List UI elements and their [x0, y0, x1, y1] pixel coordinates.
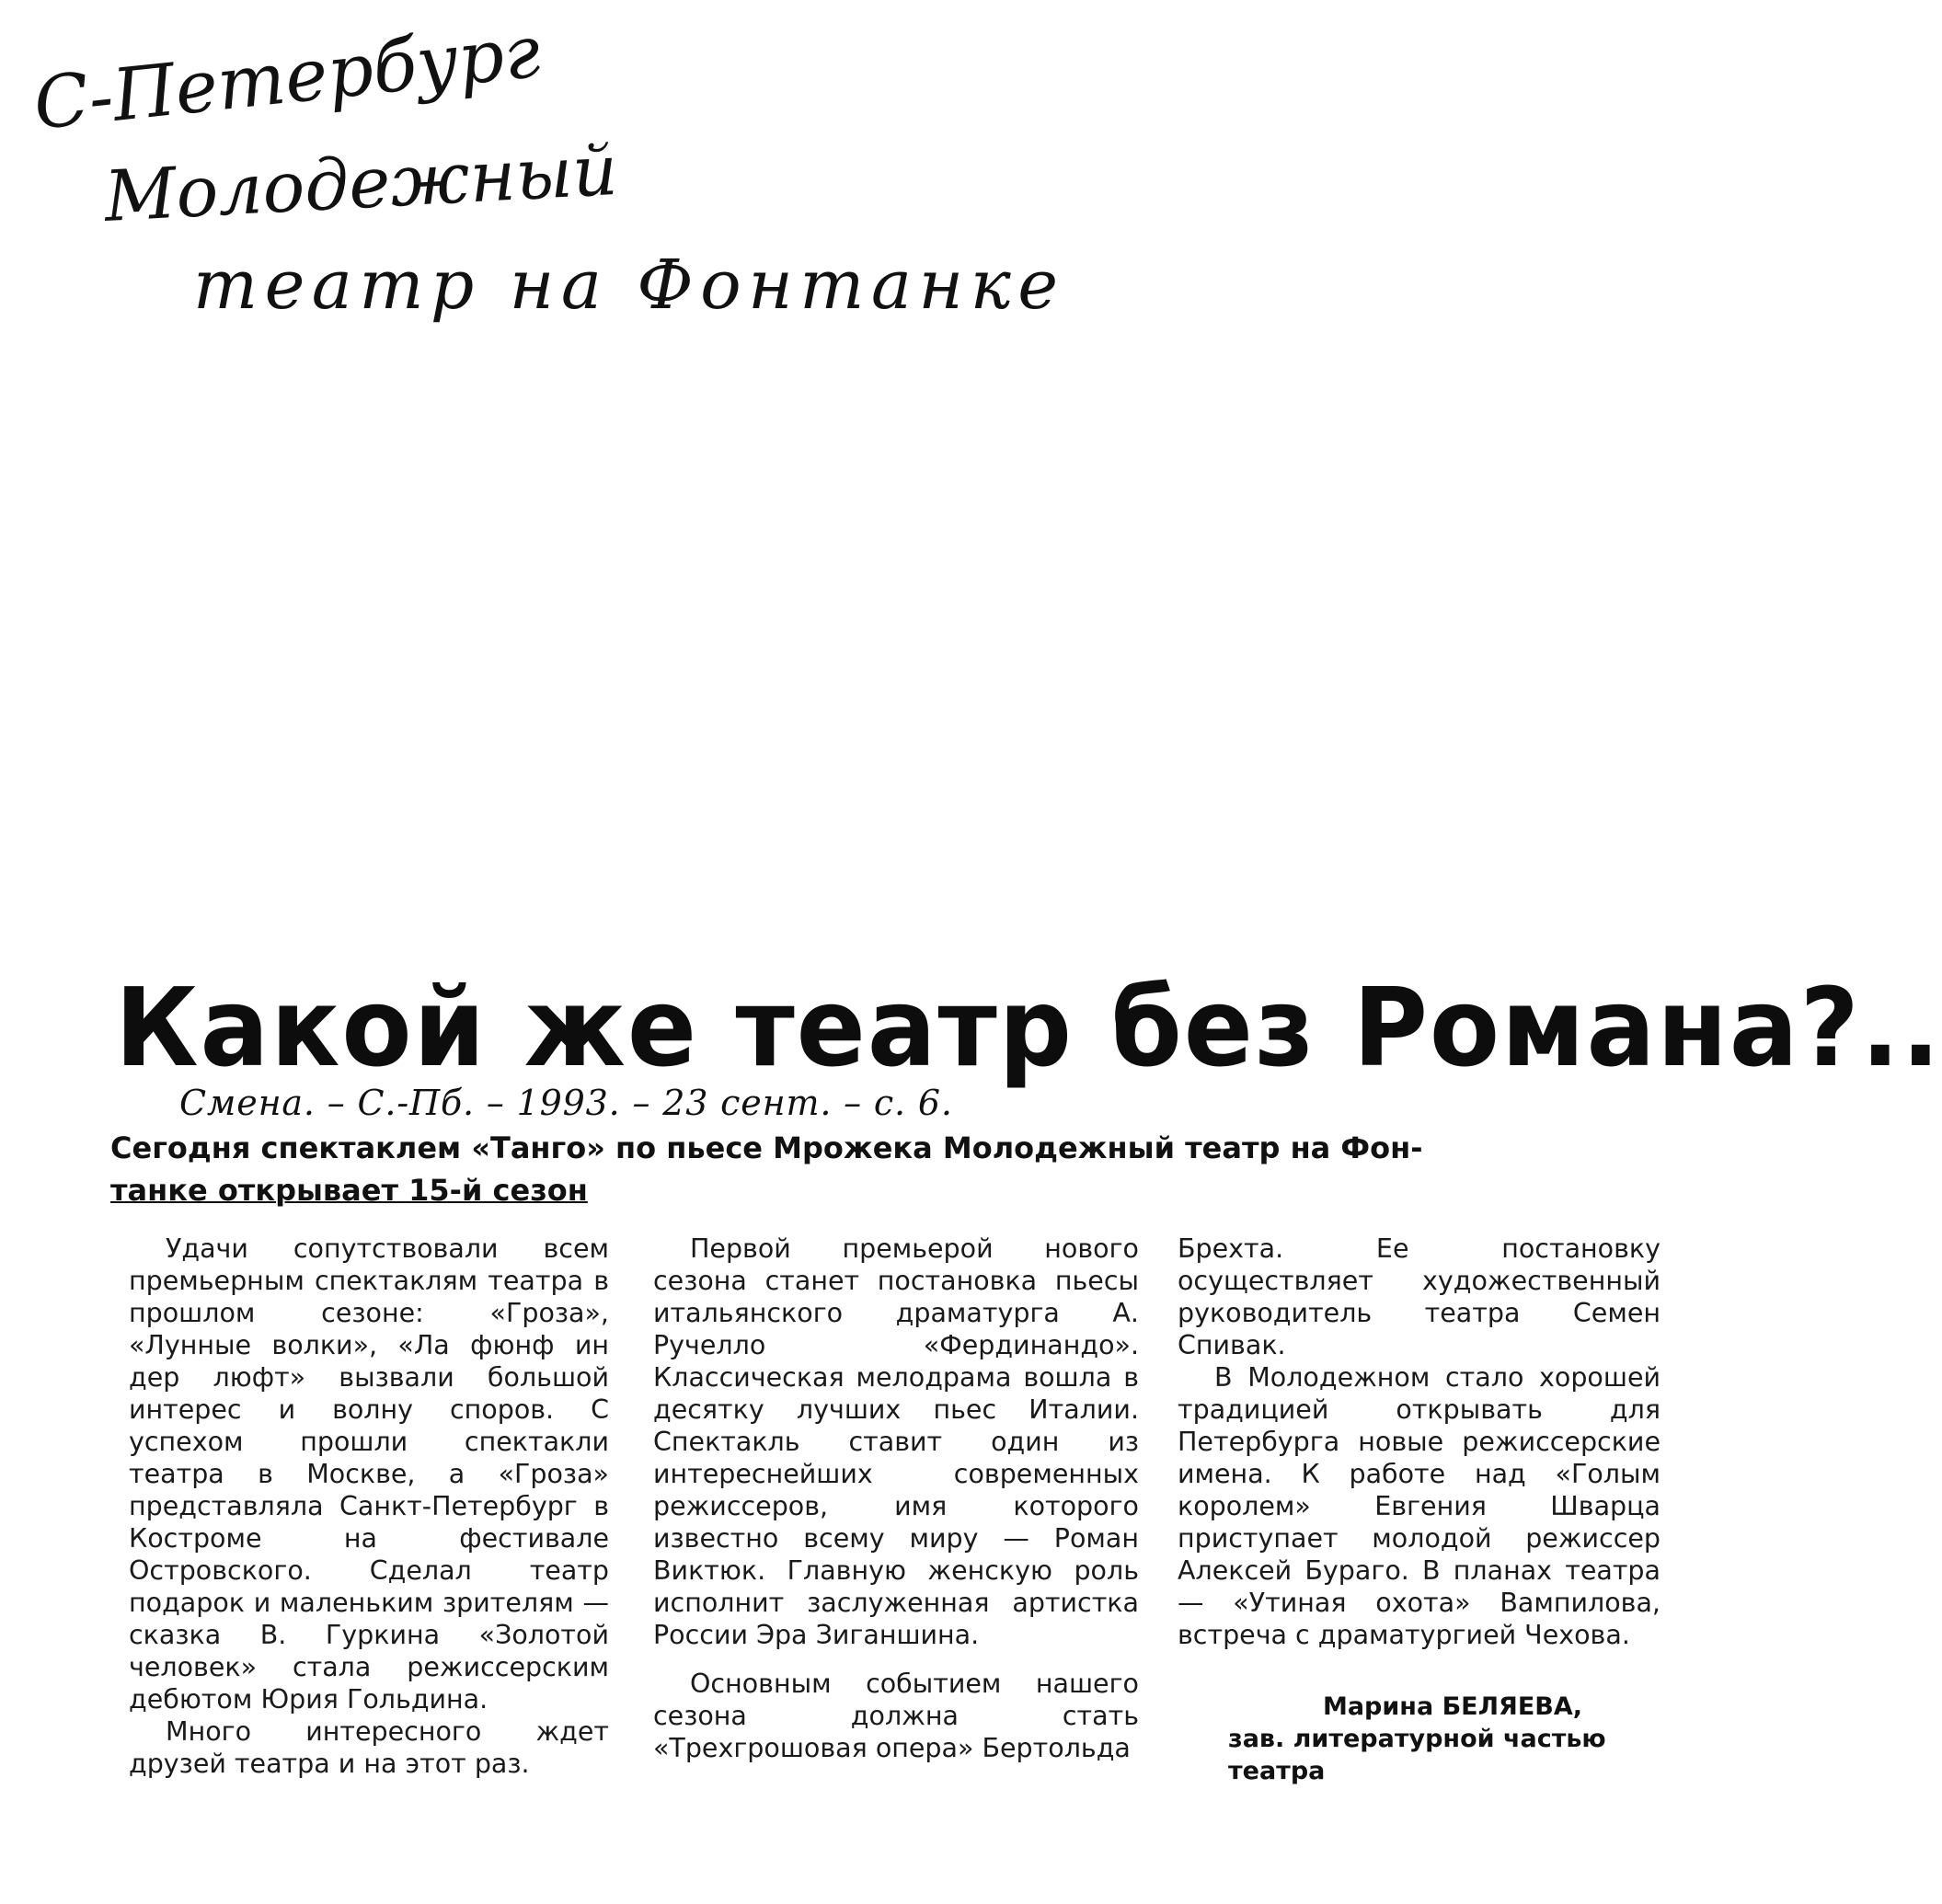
- article-column-1: [129, 1233, 609, 1780]
- column-1-paragraph-1: Удачи сопутствовали всем премьерным спектаклям театра в прошлом сезоне: «Гроза», «Лунные волки», «Ла фюнф ин дер люфт» вызвали большой интерес и волну споров. С успехом прошли спектакли театра в Москве, а «Гроза» представляла Санкт-Петербург в Костроме на фестивале Островского. Сделал театр подарок и маленьким зрителям — сказка В. Гуркина «Золотой человек» стала режиссерским дебютом Юрия Гольдина.: [129, 1233, 609, 1715]
- handwritten-note-drawing: [0, 0, 1196, 331]
- author-role-line-2: театра: [1228, 1757, 1326, 1785]
- author-signature: [1187, 1691, 1647, 1787]
- handwritten-line-1: С-Петербург: [29, 10, 545, 146]
- source-note-text: Смена. – С.-Пб. – 1993. – 23 сент. – с. 6.: [179, 1083, 952, 1123]
- column-3-paragraph-1: Брехта. Ее постановку осуществляет художественный руководитель театра Семен Спивак.: [1178, 1233, 1660, 1360]
- handwritten-line-3: театр на Фонтанке: [193, 246, 1058, 325]
- article-column-3: [1178, 1233, 1660, 1651]
- column-2-paragraph-1: Первой премьерой нового сезона станет постановка пьесы итальянского драматурга А. Ручелло «Фердинандо». Классическая мелодрама вошла в десятку лучших пьес Италии. Спектакль ставит один из интереснейших современных режиссеров, имя которого известно всему миру — Роман Виктюк. Главную женскую роль исполнит заслуженная артистка России Эра Зиганшина.: [653, 1233, 1139, 1650]
- subtitle: [110, 1127, 1619, 1211]
- subtitle-line-2: танке открывает 15-й сезон: [110, 1173, 588, 1208]
- author-name: Марина БЕЛЯЕВА,: [1322, 1692, 1582, 1721]
- article-column-2: [653, 1233, 1139, 1764]
- author-role-line-1: зав. литературной частью: [1228, 1725, 1606, 1753]
- handwritten-line-2: Молодежный: [102, 128, 620, 237]
- handwritten-source-note: [179, 1076, 1007, 1131]
- column-3-paragraph-2: В Молодежном стало хорошей традицией открывать для Петербурга новые режиссерские имена. К работе над «Голым королем» Евгения Шварца приступает молодой режиссер Алексей Бураго. В планах театра — «Утиная охота» Вампилова, встреча с драматургией Чехова.: [1178, 1362, 1660, 1650]
- subtitle-line-1: Сегодня спектаклем «Танго» по пьесе Мрожека Молодежный театр на Фон-: [110, 1130, 1423, 1165]
- column-1-paragraph-2: Много интересного ждет друзей театра и на этот раз.: [129, 1716, 609, 1779]
- source-note-drawing: [179, 1076, 1007, 1131]
- column-2-paragraph-2: Основным событием нашего сезона должна стать «Трехгрошовая опера» Бертольда: [653, 1669, 1139, 1763]
- handwritten-note: [0, 0, 1196, 331]
- headline: Какой же театр без Романа?..: [115, 964, 1942, 1091]
